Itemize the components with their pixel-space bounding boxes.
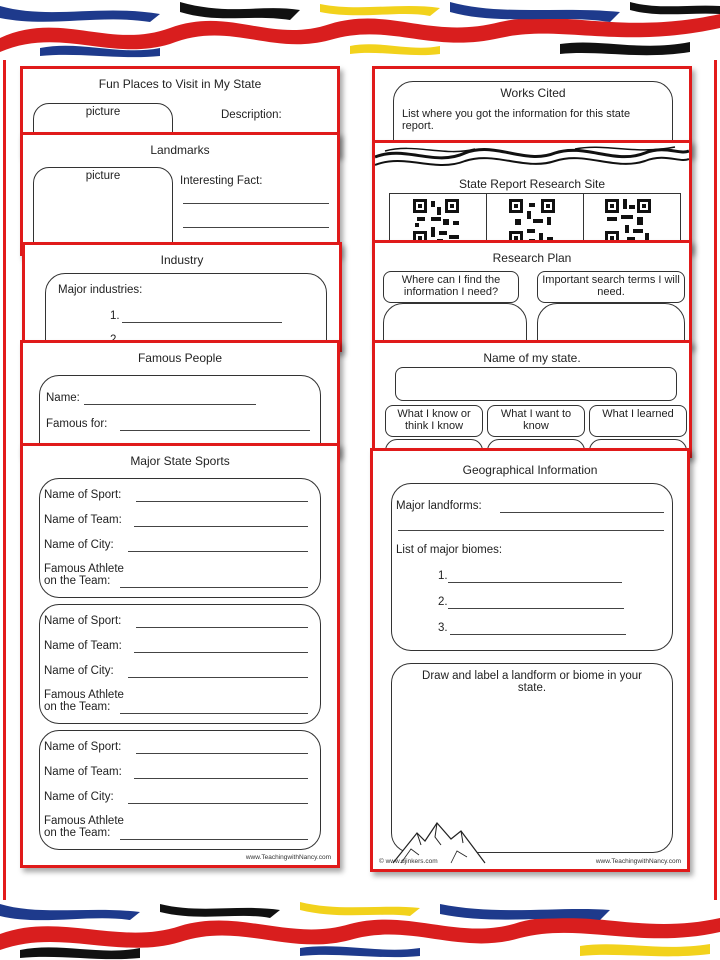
city-label: Name of City: xyxy=(44,665,114,677)
write-line xyxy=(183,203,329,204)
fact-label: Interesting Fact: xyxy=(180,175,263,187)
footer-url: www.TeachingwithNancy.com xyxy=(595,858,681,865)
qr-code-icon[interactable] xyxy=(413,199,459,245)
page-title: Name of my state. xyxy=(483,351,581,365)
sport-label: Name of Sport: xyxy=(44,615,122,627)
kwl-header-l: What I learned xyxy=(589,405,687,437)
city-label: Name of City: xyxy=(44,791,114,803)
write-line xyxy=(120,587,308,588)
picture-label: picture xyxy=(85,170,121,182)
write-line xyxy=(398,530,664,531)
number-label: 1. xyxy=(438,570,448,582)
write-line xyxy=(122,322,282,323)
page-title: State Report Research Site xyxy=(458,177,606,191)
write-line xyxy=(134,652,308,653)
page-title: Industry xyxy=(160,253,204,267)
page-state-sports xyxy=(20,443,340,868)
team-label: Name of Team: xyxy=(44,514,122,526)
team-label: Name of Team: xyxy=(44,766,122,778)
question-box: Where can I find the information I need? xyxy=(383,271,519,303)
picture-label: picture xyxy=(85,106,121,118)
athlete-label: on the Team: xyxy=(44,827,111,839)
write-line xyxy=(448,582,622,583)
bottom-decorative-border xyxy=(0,900,720,960)
sport-label: Name of Sport: xyxy=(44,741,122,753)
athlete-label: Famous Athlete xyxy=(44,815,124,827)
sport-box-1 xyxy=(39,478,321,598)
works-text: List where you got the information for this state report. xyxy=(402,108,631,132)
page-title: Geographical Information xyxy=(462,463,598,477)
footer-url: www.TeachingwithNancy.com xyxy=(245,854,331,861)
write-line xyxy=(120,839,308,840)
state-name-box xyxy=(395,367,677,401)
sport-box-3 xyxy=(39,730,321,850)
geo-info-box xyxy=(391,483,673,651)
write-line xyxy=(128,677,308,678)
number-label: 2. xyxy=(438,596,448,608)
wave-border-icon xyxy=(375,143,689,173)
number-label: 1. xyxy=(110,310,120,322)
write-line xyxy=(448,608,624,609)
page-landmarks xyxy=(20,132,340,256)
athlete-label: on the Team: xyxy=(44,575,111,587)
kwl-header-w: What I want to know xyxy=(487,405,585,437)
write-line xyxy=(136,627,308,628)
page-research-plan xyxy=(372,240,692,348)
landforms-label: Major landforms: xyxy=(396,500,482,512)
biomes-label: List of major biomes: xyxy=(396,544,503,556)
write-line xyxy=(134,778,308,779)
write-line xyxy=(120,713,308,714)
draw-prompt: Draw and label a landform or biome in your state. xyxy=(422,670,642,694)
write-line xyxy=(134,526,308,527)
write-line xyxy=(136,753,308,754)
qr-code-icon[interactable] xyxy=(605,199,651,245)
number-label: 3. xyxy=(438,622,448,634)
write-line xyxy=(450,634,626,635)
page-title: Landmarks xyxy=(150,143,210,157)
sport-box-2 xyxy=(39,604,321,724)
question-box: Important search terms I will need. xyxy=(537,271,685,303)
page-title: Works Cited xyxy=(500,86,566,100)
qr-code-icon[interactable] xyxy=(509,199,555,245)
write-line xyxy=(128,551,308,552)
name-label: Name: xyxy=(46,392,80,404)
page-title: Fun Places to Visit in My State xyxy=(98,77,262,91)
sport-label: Name of Sport: xyxy=(44,489,122,501)
write-line xyxy=(136,501,308,502)
famous-for-label: Famous for: xyxy=(46,418,108,430)
industries-label: Major industries: xyxy=(58,284,143,296)
city-label: Name of City: xyxy=(44,539,114,551)
page-title: Major State Sports xyxy=(130,454,230,468)
write-line xyxy=(128,803,308,804)
page-kwl xyxy=(372,340,692,458)
page-geographical xyxy=(370,448,690,872)
athlete-label: Famous Athlete xyxy=(44,563,124,575)
page-title: Research Plan xyxy=(492,251,572,265)
page-title: Famous People xyxy=(137,351,223,365)
credit-text: © www.djinkers.com xyxy=(379,858,438,865)
write-line xyxy=(84,404,256,405)
description-label: Description: xyxy=(221,109,282,121)
write-line xyxy=(183,227,329,228)
page-industry xyxy=(22,242,342,352)
page-famous-people xyxy=(20,340,340,456)
athlete-label: on the Team: xyxy=(44,701,111,713)
team-label: Name of Team: xyxy=(44,640,122,652)
write-line xyxy=(500,512,664,513)
athlete-label: Famous Athlete xyxy=(44,689,124,701)
top-decorative-border xyxy=(0,0,720,60)
write-line xyxy=(120,430,310,431)
page-research-site xyxy=(372,140,692,252)
kwl-header-k: What I know or think I know xyxy=(385,405,483,437)
